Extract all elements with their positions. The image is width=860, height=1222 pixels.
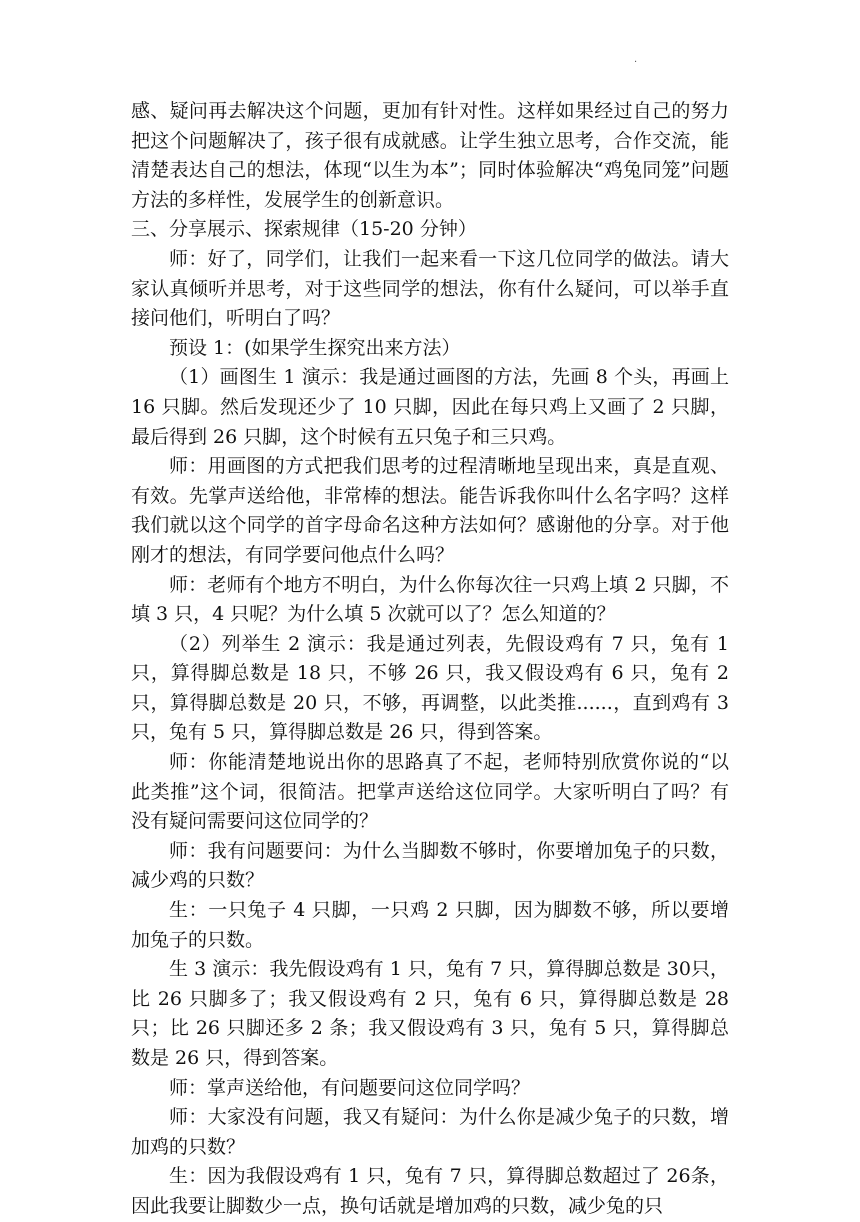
paragraph: 生：因为我假设鸡有 1 只，兔有 7 只，算得脚总数超过了 26条，因此我要让脚数少一点，换句话就是增加鸡的只数，减少兔的只 (131, 1165, 729, 1217)
document-body (131, 97, 729, 1222)
paragraph: 师：掌声送给他，有问题要问这位同学吗？ (169, 1076, 531, 1099)
paragraph: 师：我有问题要问：为什么当脚数不够时，你要增加兔子的只数，减少鸡的只数？ (131, 839, 729, 892)
paragraph: 师：好了，同学们，让我们一起来看一下这几位同学的做法。请大家认真倾听并思考，对于这些同学的想法，你有什么疑问，可以举手直接问他们，听明白了吗？ (131, 247, 729, 330)
paragraph: （2）列举生 2 演示：我是通过列表，先假设鸡有 7 只，兔有 1 只，算得脚总数是 18 只，不够 26 只，我又假设鸡有 6 只，兔有 2 只，算得脚总数是 20 只，不够，再调整，以此类推......，直到鸡有 3 只，兔有 5 只，算得脚总数是 26 只，得到答案。 (131, 632, 729, 744)
paragraph: 预设 1：(如果学生探究出来方法） (169, 336, 461, 359)
paragraph: 生 3 演示：我先假设鸡有 1 只，兔有 7 只，算得脚总数是 30只，比 26 只脚多了；我又假设鸡有 2 只，兔有 6 只，算得脚总数是 28 只；比 26 只脚还多 2 条；我又假设鸡有 3 只，兔有 5 只，算得脚总数是 26 只，得到答案。 (131, 958, 729, 1069)
paragraph: 师：你能清楚地说出你的思路真了不起，老师特别欣赏你说的“以此类推”这个词，很简洁。把掌声送给这位同学。大家听明白了吗？有没有疑问需要问这位同学的？ (131, 751, 729, 833)
paragraph: 师：用画图的方式把我们思考的过程清晰地呈现出来，真是直观、有效。先掌声送给他，非常棒的想法。能告诉我你叫什么名字吗？这样我们就以这个同学的首字母命名这种方法如何？感谢他的分享。对于他刚才的想法，有同学要问他点什么吗？ (131, 455, 729, 566)
section-heading: 三、分享展示、探索规律（15-20 分钟） (131, 218, 477, 241)
paragraph: （1）画图生 1 演示：我是通过画图的方法，先画 8 个头，再画上 16 只脚。然后发现还少了 10 只脚，因此在每只鸡上又画了 2 只脚，最后得到 26 只脚，这个时候有五只兔子和三只鸡。 (131, 366, 729, 448)
corner-mark: . (634, 54, 638, 65)
paragraph: 生：一只兔子 4 只脚，一只鸡 2 只脚，因为脚数不够，所以要增加兔子的只数。 (131, 899, 729, 951)
paragraph: 师：老师有个地方不明白，为什么你每次往一只鸡上填 2 只脚，不填 3 只，4 只呢？为什么填 5 次就可以了？怎么知道的？ (131, 573, 729, 626)
paragraph: 师：大家没有问题，我又有疑问：为什么你是减少兔子的只数，增加鸡的只数？ (131, 1106, 729, 1158)
paragraph-continuation: 感、疑问再去解决这个问题，更加有针对性。这样如果经过自己的努力把这个问题解决了，孩子很有成就感。让学生独立思考，合作交流，能清楚表达自己的想法，体现“以生为本”；同时体验解决“鸡兔同笼”问题方法的多样性，发展学生的创新意识。 (131, 100, 729, 211)
